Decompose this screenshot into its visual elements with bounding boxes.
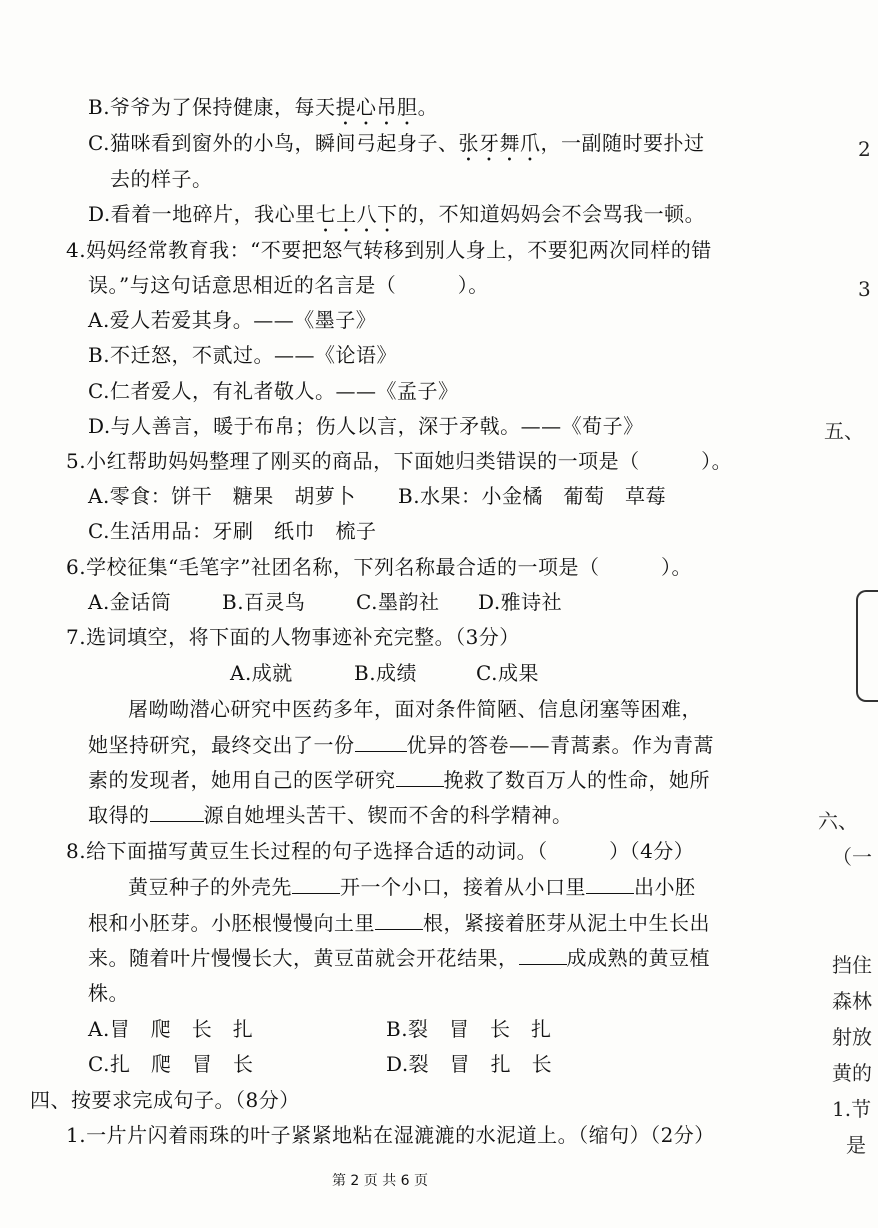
edge-fragment: （一 xyxy=(832,845,872,869)
answer-blank[interactable] xyxy=(355,733,407,752)
q4-stem: 4.妈妈经常教育我：“不要把怒气转移到别人身上，不要犯两次同样的错 xyxy=(66,238,712,262)
answer-blank[interactable] xyxy=(150,803,204,822)
q8-option-a: A.冒 爬 长 扎 xyxy=(88,1017,254,1041)
q6-stem: 6.学校征集“毛笔字”社团名称，下列名称最合适的一项是（ ）。 xyxy=(66,555,693,579)
q7-passage-line-1: 屠呦呦潜心研究中医药多年，面对条件简陋、信息闭塞等困难， xyxy=(128,697,702,721)
q7-choice-b: B.成绩 xyxy=(354,661,418,685)
q4-stem-cont: 误。”与这句话意思相近的名言是（ ）。 xyxy=(88,273,489,297)
edge-bracket xyxy=(856,590,878,702)
edge-fragment: 五、 xyxy=(824,419,864,443)
answer-blank[interactable] xyxy=(375,911,423,930)
edge-fragment: 2 xyxy=(858,137,871,161)
q8-passage-line-2: 根和小胚芽。小胚根慢慢向土里 根，紧接着胚芽从泥土中生长出 xyxy=(88,911,710,935)
edge-fragment: 六、 xyxy=(818,809,858,833)
q3-option-d: D.看着一地碎片，我心里七上八下的，不知道妈妈会不会骂我一顿。 xyxy=(88,202,706,226)
page-number: 第 2 页 共 6 页 xyxy=(331,1173,429,1189)
q5-option-a: A.零食：饼干 糖果 胡萝卜 xyxy=(88,484,356,508)
q4-option-a: A.爱人若爱其身。——《墨子》 xyxy=(88,308,377,332)
q7-choice-a: A.成就 xyxy=(230,661,293,685)
edge-fragment: 是 xyxy=(846,1133,866,1157)
q8-stem: 8.给下面描写黄豆生长过程的句子选择合适的动词。（ ）（4分） xyxy=(66,839,695,863)
answer-blank[interactable] xyxy=(292,875,340,894)
q7-passage-line-4: 取得的 源自她埋头苦干、锲而不舍的科学精神。 xyxy=(88,803,573,827)
q8-option-b: B.裂 冒 长 扎 xyxy=(386,1017,552,1041)
section-4-q1: 1.一片片闪着雨珠的叶子紧紧地粘在湿漉漉的水泥道上。（缩句）（2分） xyxy=(66,1123,715,1147)
q8-option-d: D.裂 冒 扎 长 xyxy=(386,1052,553,1076)
q6-option-b: B.百灵鸟 xyxy=(222,590,306,614)
edge-fragment: 森林 xyxy=(832,989,872,1013)
answer-blank[interactable] xyxy=(396,768,444,787)
q7-passage-line-3: 素的发现者，她用自己的医学研究 挽救了数百万人的性命，她所 xyxy=(88,768,710,792)
answer-blank[interactable] xyxy=(586,875,634,894)
q4-option-c: C.仁者爱人，有礼者敬人。——《孟子》 xyxy=(88,379,459,403)
q5-option-b: B.水果：小金橘 葡萄 草莓 xyxy=(398,484,667,508)
answer-blank[interactable] xyxy=(519,946,567,965)
q5-option-c: C.生活用品：牙刷 纸巾 梳子 xyxy=(88,519,377,543)
q3-option-c: C.猫咪看到窗外的小鸟，瞬间弓起身子、张牙舞爪，一副随时要扑过 xyxy=(88,131,705,155)
q8-passage-line-1: 黄豆种子的外壳先 开一个小口，接着从小口里 出小胚 xyxy=(128,875,696,899)
edge-fragment: 射放 xyxy=(832,1025,872,1049)
q4-option-d: D.与人善言，暖于布帛；伤人以言，深于矛戟。——《荀子》 xyxy=(88,414,644,438)
q5-stem: 5.小红帮助妈妈整理了刚买的商品，下面她归类错误的一项是（ ）。 xyxy=(66,449,733,473)
q8-passage-line-4: 株。 xyxy=(88,981,129,1005)
q7-passage-line-2: 她坚持研究，最终交出了一份 优异的答卷——青蒿素。作为青蒿 xyxy=(88,733,714,757)
q3-option-b: B.爷爷为了保持健康，每天提心吊胆。 xyxy=(88,95,439,119)
q7-stem: 7.选词填空，将下面的人物事迹补充完整。（3分） xyxy=(66,625,520,649)
edge-fragment: 黄的 xyxy=(832,1061,872,1085)
q4-option-b: B.不迁怒，不贰过。——《论语》 xyxy=(88,343,398,367)
edge-fragment: 3 xyxy=(858,277,871,301)
q7-choice-c: C.成果 xyxy=(476,661,539,685)
q8-passage-line-3: 来。随着叶片慢慢长大，黄豆苗就会开花结果， 成成熟的黄豆植 xyxy=(88,946,710,970)
q6-option-a: A.金话筒 xyxy=(88,590,172,614)
edge-fragment: 1.节 xyxy=(832,1097,872,1121)
q3-option-c-cont: 去的样子。 xyxy=(110,167,213,191)
q8-option-c: C.扎 爬 冒 长 xyxy=(88,1052,254,1076)
q6-option-d: D.雅诗社 xyxy=(478,590,563,614)
section-4-title: 四、按要求完成句子。（8分） xyxy=(30,1088,300,1112)
edge-fragment: 挡住 xyxy=(832,953,872,977)
q6-option-c: C.墨韵社 xyxy=(356,590,440,614)
